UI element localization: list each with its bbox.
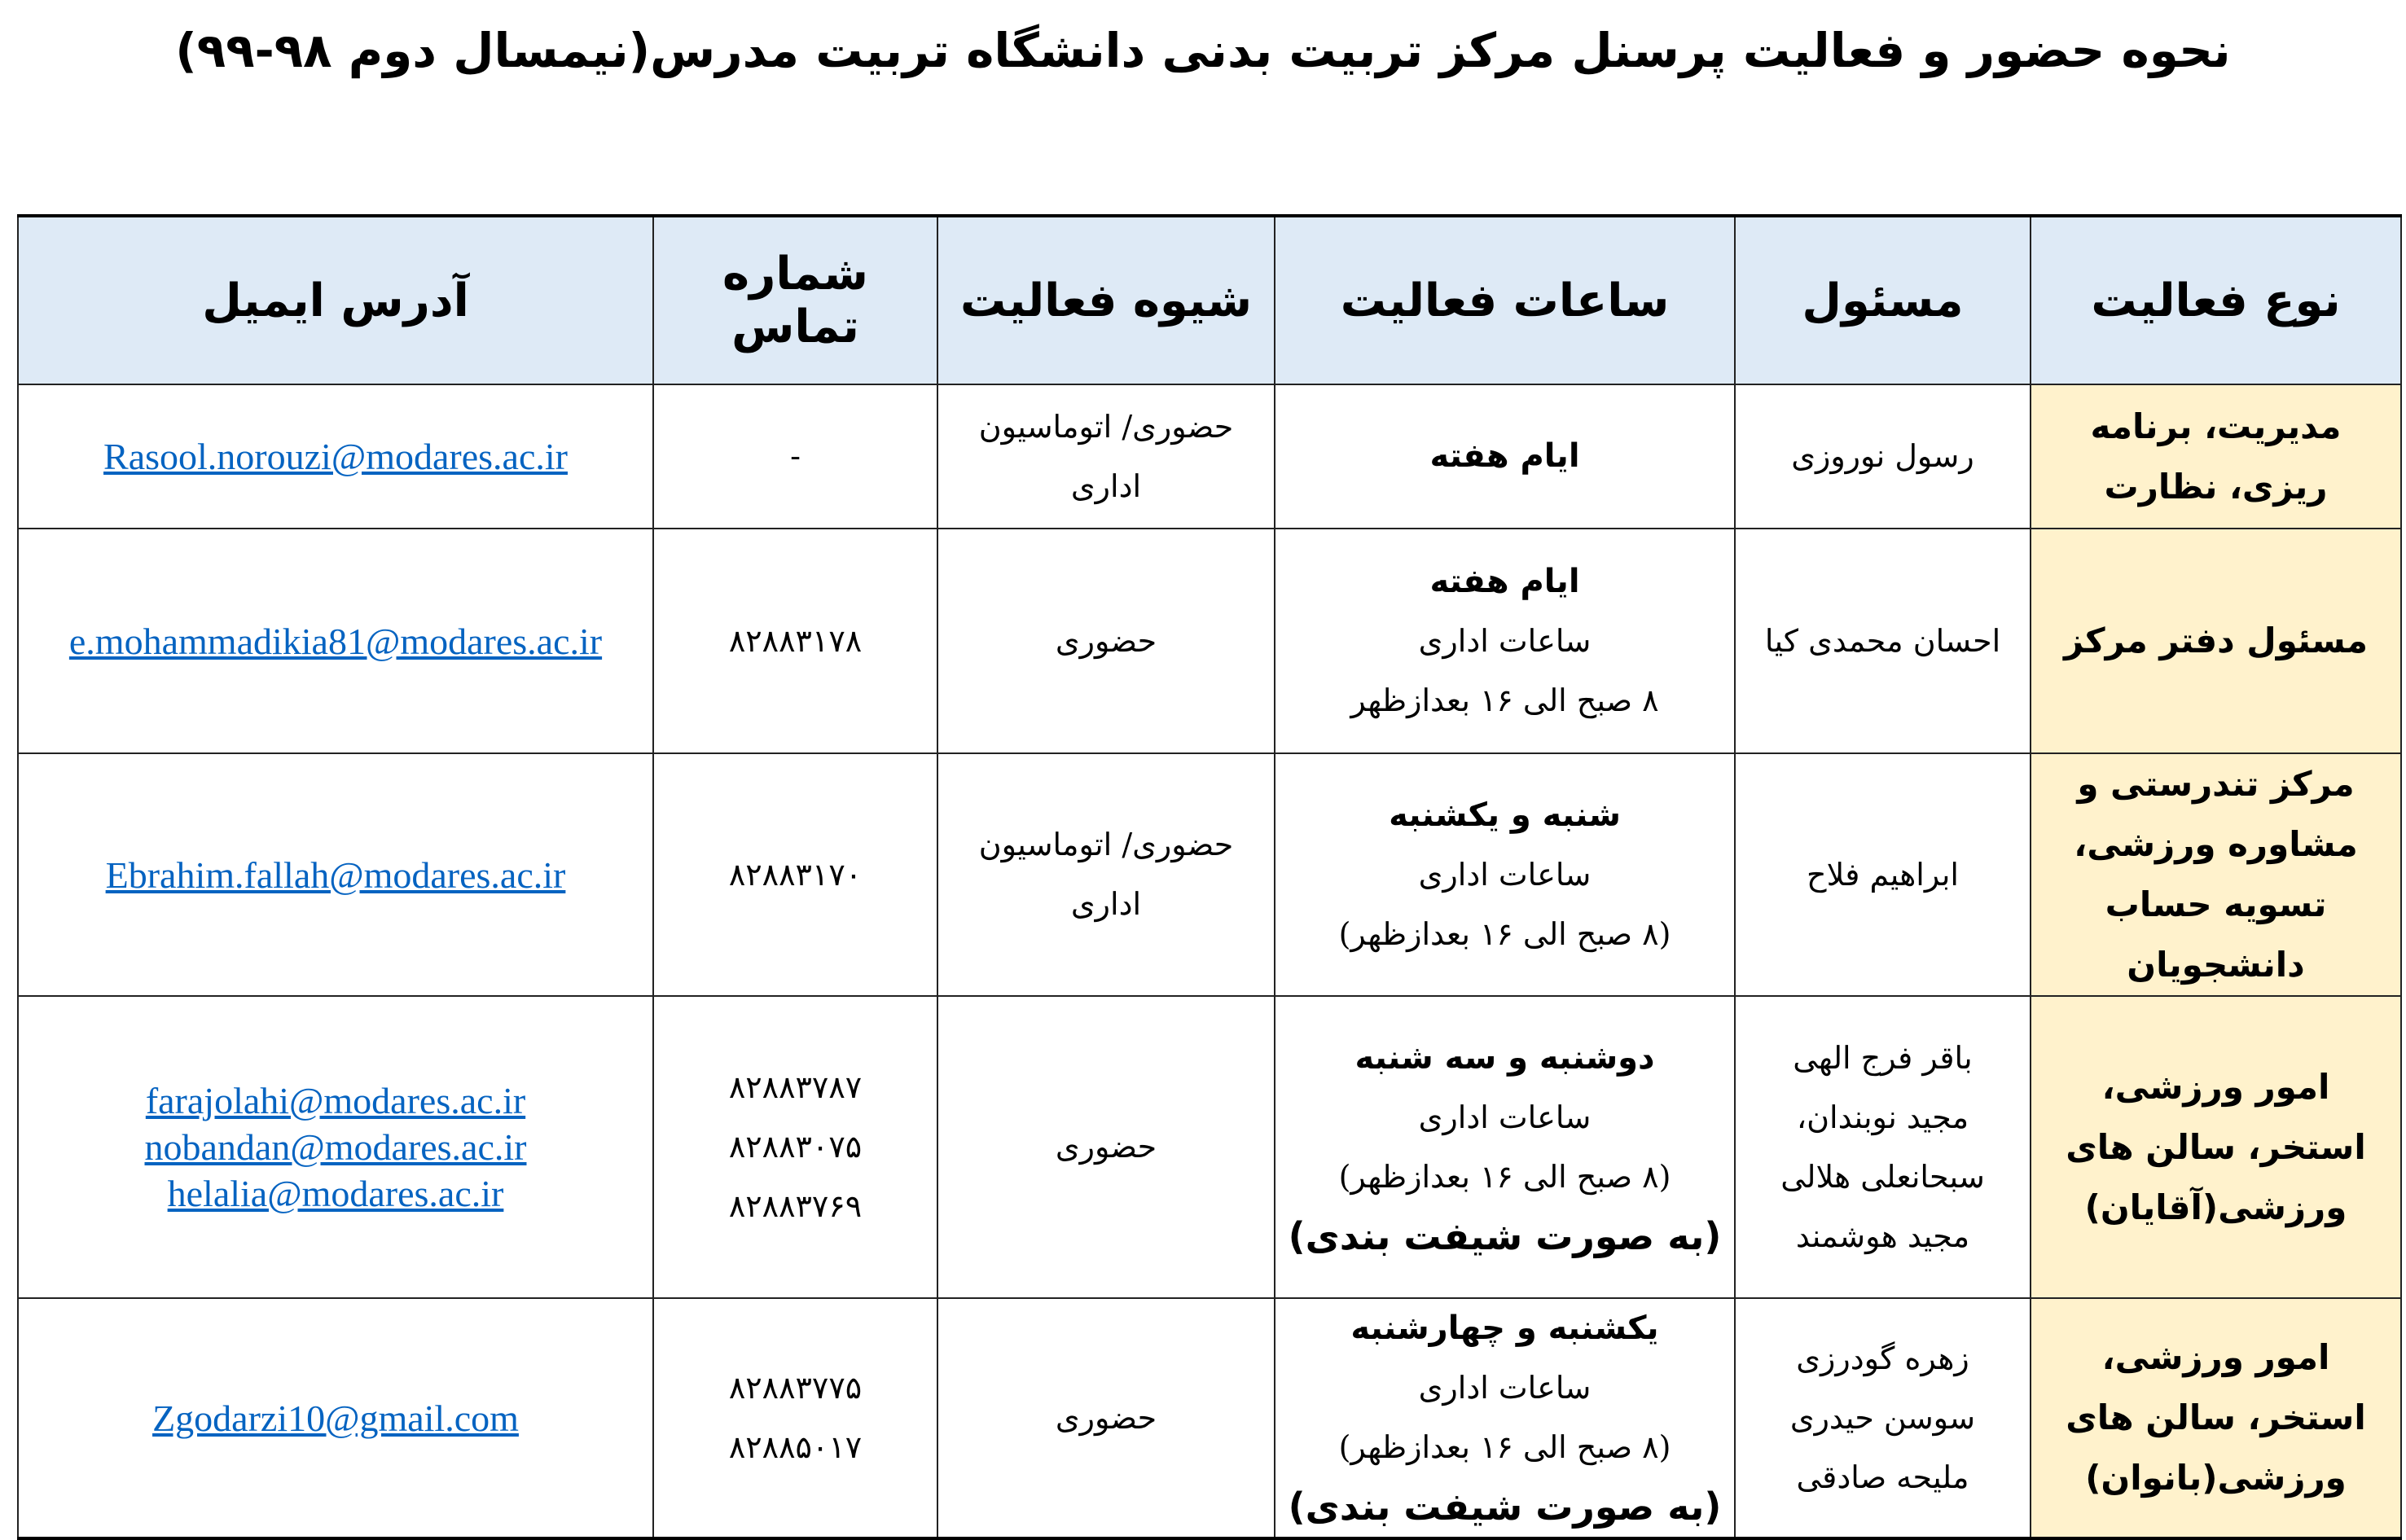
email-cell bbox=[18, 384, 653, 529]
responsible-name: احسان محمدی کیا bbox=[1764, 622, 2001, 659]
hours-line: (۸ صبح الی ۱۶ بعدازظهر) bbox=[1338, 915, 1671, 952]
activity-type-cell: امور ورزشی، استخر، سالن های ورزشی(آقایان) bbox=[2031, 996, 2401, 1298]
email-link[interactable]: nobandan@modares.ac.ir bbox=[144, 1126, 527, 1168]
header-activity-type: نوع فعالیت bbox=[2031, 216, 2401, 384]
table-row bbox=[18, 529, 2401, 753]
hours-line: (به صورت شیفت بندی) bbox=[1288, 1213, 1722, 1258]
responsible-cell bbox=[1735, 753, 2031, 996]
hours-line: ایام هفته bbox=[1429, 437, 1580, 475]
phone-cell bbox=[653, 384, 937, 529]
header-activity-method: شیوه فعالیت bbox=[937, 216, 1275, 384]
activity-method-cell: حضوری/ اتوماسیون اداری bbox=[937, 384, 1275, 529]
phone-number: ۸۲۸۸۳۱۷۸ bbox=[728, 622, 863, 659]
activity-hours-cell bbox=[1275, 529, 1735, 753]
hours-line: (۸ صبح الی ۱۶ بعدازظهر) bbox=[1338, 1429, 1671, 1465]
table-row bbox=[18, 753, 2401, 996]
responsible-cell bbox=[1735, 529, 2031, 753]
activity-type-cell: مدیریت، برنامه ریزی، نظارت bbox=[2031, 384, 2401, 529]
email-link[interactable]: Ebrahim.fallah@modares.ac.ir bbox=[105, 853, 566, 896]
email-cell bbox=[18, 1298, 653, 1538]
phone-number: ۸۲۸۸۳۷۷۵ bbox=[728, 1370, 863, 1406]
responsible-cell bbox=[1735, 1298, 2031, 1538]
responsible-name: مجید هوشمند bbox=[1795, 1218, 1970, 1254]
hours-line: ساعات اداری bbox=[1418, 1099, 1592, 1135]
phone-number: ۸۲۸۸۳۷۶۹ bbox=[728, 1188, 863, 1224]
phone-cell bbox=[653, 1298, 937, 1538]
header-phone: شماره تماس bbox=[653, 216, 937, 384]
hours-line: ساعات اداری bbox=[1418, 856, 1592, 893]
phone-number: - bbox=[790, 438, 801, 474]
responsible-name: سبحانعلی هلالی bbox=[1780, 1158, 1985, 1195]
staff-activity-table bbox=[17, 214, 2402, 1540]
phone-number: ۸۲۸۸۵۰۱۷ bbox=[728, 1429, 863, 1465]
email-link[interactable]: helalia@modares.ac.ir bbox=[167, 1173, 504, 1214]
activity-type-cell: مرکز تندرستی و مشاوره ورزشی، تسویه حساب دانشجویان bbox=[2031, 753, 2401, 996]
phone-number: ۸۲۸۸۳۱۷۰ bbox=[728, 856, 863, 893]
phone-number: ۸۲۸۸۳۰۷۵ bbox=[728, 1129, 863, 1165]
header-activity-hours: ساعات فعالیت bbox=[1275, 216, 1735, 384]
hours-line: ساعات اداری bbox=[1418, 1370, 1592, 1406]
header-email: آدرس ایمیل bbox=[18, 216, 653, 384]
activity-method-cell: حضوری bbox=[937, 529, 1275, 753]
table-row bbox=[18, 1298, 2401, 1538]
hours-line: (۸ صبح الی ۱۶ بعدازظهر) bbox=[1338, 1158, 1671, 1195]
responsible-name: سوسن حیدری bbox=[1789, 1399, 1976, 1436]
responsible-name: ابراهیم فلاح bbox=[1807, 856, 1959, 893]
email-link[interactable]: Rasool.norouzi@modares.ac.ir bbox=[103, 436, 568, 477]
activity-method-cell: حضوری bbox=[937, 996, 1275, 1298]
phone-cell bbox=[653, 529, 937, 753]
activity-hours-cell bbox=[1275, 384, 1735, 529]
activity-method-cell: حضوری/ اتوماسیون اداری bbox=[937, 753, 1275, 996]
table-row bbox=[18, 384, 2401, 529]
phone-number: ۸۲۸۸۳۷۸۷ bbox=[728, 1069, 863, 1105]
hours-line: ساعات اداری bbox=[1418, 622, 1592, 659]
responsible-cell bbox=[1735, 384, 2031, 529]
email-cell bbox=[18, 996, 653, 1298]
responsible-name: رسول نوروزی bbox=[1791, 438, 1974, 474]
email-link[interactable]: farajolahi@modares.ac.ir bbox=[145, 1080, 526, 1121]
email-cell bbox=[18, 753, 653, 996]
responsible-name: ملیحه صادقی bbox=[1796, 1459, 1969, 1495]
email-link[interactable]: Zgodarzi10@gmail.com bbox=[152, 1397, 519, 1439]
hours-line: شنبه و یکشنبه bbox=[1389, 796, 1621, 834]
phone-cell bbox=[653, 996, 937, 1298]
email-cell bbox=[18, 529, 653, 753]
activity-method-cell: حضوری bbox=[937, 1298, 1275, 1538]
responsible-name: باقر فرج الهی bbox=[1793, 1039, 1973, 1076]
responsible-name: زهره گودرزی bbox=[1796, 1340, 1969, 1376]
activity-hours-cell bbox=[1275, 996, 1735, 1298]
activity-hours-cell bbox=[1275, 1298, 1735, 1538]
hours-line: ایام هفته bbox=[1429, 562, 1580, 600]
hours-line: دوشنبه و سه شنبه bbox=[1354, 1038, 1655, 1077]
responsible-name: مجید نوبندان، bbox=[1796, 1099, 1969, 1135]
email-link[interactable]: e.mohammadikia81@modares.ac.ir bbox=[68, 620, 603, 662]
responsible-cell bbox=[1735, 996, 2031, 1298]
header-row bbox=[18, 216, 2401, 384]
hours-line: یکشنبه و چهارشنبه bbox=[1350, 1310, 1659, 1347]
table-row bbox=[18, 996, 2401, 1298]
activity-hours-cell bbox=[1275, 753, 1735, 996]
page-title: نحوه حضور و فعالیت پرسنل مرکز تربیت بدنی دانشگاه تربیت مدرس(نیمسال دوم ۹۸-۹۹) bbox=[175, 23, 2231, 78]
hours-line: ۸ صبح الی ۱۶ بعدازظهر bbox=[1350, 682, 1659, 718]
phone-cell bbox=[653, 753, 937, 996]
hours-line: (به صورت شیفت بندی) bbox=[1288, 1485, 1722, 1529]
header-responsible: مسئول bbox=[1735, 216, 2031, 384]
activity-type-cell: امور ورزشی، استخر، سالن های ورزشی(بانوان) bbox=[2031, 1298, 2401, 1538]
activity-type-cell: مسئول دفتر مرکز bbox=[2031, 529, 2401, 753]
